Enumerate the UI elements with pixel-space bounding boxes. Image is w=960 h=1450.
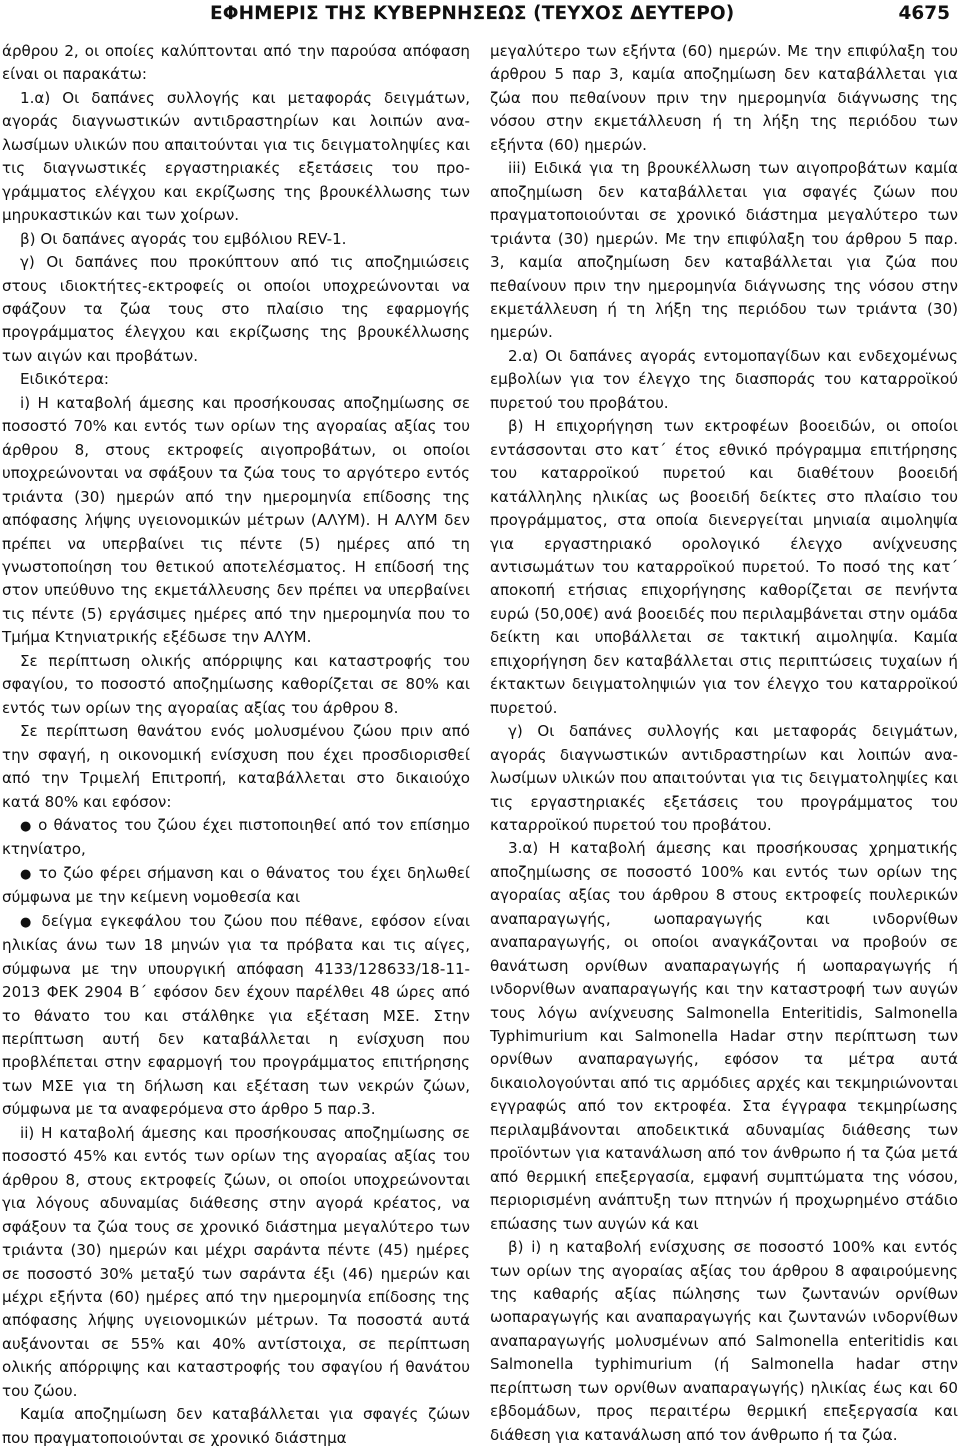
paragraph: β) Η επιχορήγηση των εκτροφέων βοοειδών, οι οποίοι εντάσσονται στο κατ΄ έτος εθνικό πρόγραμμα επιτήρησης του καταρροϊκού πυρετού και διαθέτουν βοοειδή κατάλληλης ηλικίας ως βοοειδή δείκτες στο πλαίσιο του προγράμματος, στα οποία διενεργείται μηνιαία αιμοληψία για εργαστηριακό ορολογικό έλεγχο ανίχνευσης αντισωμάτων του καταρροϊκού πυρετού. Το ποσό της κατ΄ αποκοπή ετήσιας επιχορήγησης καθορίζεται σε πενήντα ευρώ (50,00€) ανά βοοειδές που περιλαμβάνεται στην ομάδα δείκτη και υποβάλλεται σε τακτική αιμοληψία. Καμία επιχορήγηση δεν καταβάλλεται στις περιπτώσεις τυχαίων ή έκτακτων δειγματοληψιών για τον έλεγχο του καταρροϊκού πυρετού. [490,417,958,717]
paragraph: γ) Οι δαπάνες που προκύπτουν από τις αποζημιώσεις στους ιδιοκτήτες-εκτροφείς οι οποίοι υποχρεώνονται να σφάζουν τα ζώα τους στο πλαίσιο της εφαρμογής προγράμματος έλεγχου και εκρίζωσης της βρουκέλλωσης των αιγών και προβάτων. [2,253,470,365]
left-column [2,40,470,1450]
paragraph: β) i) η καταβολή ενίσχυσης σε ποσοστό 100% και εντός των ορίων της αγοραίας αξίας του άρθρου 8 αφαιρούμενης της καθαρής αξίας πώλησης των ζωντανών ορνίθων ωοπαραγωγής και αναπαραγωγής και ζωντανών ινδορνίθων αναπαραγωγής μολυσμένων από Salmonella enteritidis και Salmonella typhimurium (ή Salmonella hadar στην περίπτωση των ορνίθων αναπαραγωγής) ηλικίας έως και 60 εβδομάδων, προς περαιτέρω θερμική επεξεργασία και διάθεση για κατανάλωση από τον άνθρωπο ή τα ζώα. [490,1238,958,1444]
paragraph: Καμία αποζημίωση δεν καταβάλλεται για σφαγές ζώων που πραγματοποιούνται σε χρονικό διάστημα [2,1405,470,1447]
paragraph: Ειδικότερα: [20,370,109,389]
paragraph: 2.α) Οι δαπάνες αγοράς εντομοπαγίδων και ενδεχομένως εμβολίων για τον έλεγχο της διασποράς του καταρροϊκού πυρετού του προβάτου. [490,346,958,412]
bullet-item: ● δείγμα εγκεφάλου του ζώου που πέθανε, εφόσον είναι ηλικίας άνω των 18 μηνών για τα πρόβατα και τις αίγες, σύμφωνα με την υπουργική απόφαση 4133/128633/18-11-2013 ΦΕΚ 2904 Β΄ εφόσον δεν έχουν παρέλθει 48 ώρες από το θάνατο του και στάλθηκε για εξέταση ΜΣΕ. Στην περίπτωση αυτή δεν καταβάλλεται η ενίσχυση που προβλέπεται στην εφαρμογή του προγράμματος επιτήρησης των ΜΣΕ για τη δήλωση και εξέταση των νεκρών ζώων, σύμφωνα με τα αναφερόμενα στο άρθρο 5 παρ.3. [2,910,470,1122]
bullet-item: ● το ζώο φέρει σήμανση και ο θάνατος του έχει δηλωθεί σύμφωνα με την κείμενη νομοθεσία και [2,862,470,910]
paragraph: 3.α) Η καταβολή άμεσης και προσήκουσας χρηματικής αποζημίωσης σε ποσοστό 100% και εντός των ορίων της αγοραίας αξίας του άρθρου 8 στους εκτροφείς πουλερικών αναπαραγωγής, ωοπαραγωγής και ινδορνίθων αναπαραγωγής, οι οποίοι αναγκάζονται να προβούν σε θανάτωση ορνίθων αναπαραγωγής ή ωοπαραγωγής ή ινδορνίθων αναπαραγωγής και την καταστροφή των αυγών τους λόγω ανίχνευσης Salmonella Enteritidis, Salmonella Typhimurium και Salmonella Hadar στην περίπτωση των ορνίθων αναπαραγωγής, εφόσον τα μέτρα αυτά δικαιολογούνται από τις αρμόδιες αρχές και τεκμηριώνονται εγγραφώς από τον εκτροφέα. Στα έγγραφα τεκμηρίωσης περιλαμβάνονται αποδεικτικά αδυναμίας διάθεσης των προϊόντων για κατανάλωση από τον άνθρωπο ή τα ζώα μετά από θερμική επεξεργασία, εμφανή συμπτώματα της νόσου, περιορισμένη ανάπτυξη των πτηνών ή προχωρημένο στάδιο επώασης των αυγών κά και [490,839,958,1233]
paragraph: iii) Ειδικά για τη βρουκέλλωση των αιγοπροβάτων καμία αποζημίωση δεν καταβάλλεται για σφαγές ζώων που πραγματοποιούνται σε χρονικό διάστημα μεγαλύτερο των τριάντα (30) ημερών. Με την επιφύλαξη του άρθρου 5 παρ. 3, καμία αποζημίωση δεν καταβάλλεται για ζώα που πεθαίνουν πριν την ημερομηνία διάγνωσης της νόσου στην εκμετάλλευση ή τη λήξη της περιόδου των τριάντα (30) ημερών. [490,159,958,342]
paragraph: μεγαλύτερο των εξήντα (60) ημερών. Με την επιφύλαξη του άρθρου 5 παρ 3, καμία αποζημίωση δεν καταβάλλεται για ζώα που πεθαίνουν πριν την ημερομηνία διάγνωσης της νόσου στην εκμετάλλευση ή τη λήξη της περιόδου των εξήντα (60) ημερών. [490,42,958,154]
paragraph: β) Οι δαπάνες αγοράς του εμβόλιου REV-1. [20,229,347,248]
page-number: 4675 [898,3,950,24]
page-header [0,0,960,34]
paragraph: ii) Η καταβολή άμεσης και προσήκουσας αποζημίωσης σε ποσοστό 45% και εντός των ορίων της αγοραίας αξίας του άρθρου 8, στους εκτροφείς ζώων, οι οποίοι υποχρεώνονται για λόγους αδυναμίας διάθεσης στην αγορά κρέατος, να σφάξουν τα ζώα τους σε χρονικό διάστημα μεγαλύτερο των τριάντα (30) ημερών και μέχρι σαράντα πέντε (45) ημέρες σε ποσοστό 30% μεταξύ των σαράντα έξι (46) ημερών και μέχρι εξήντα (60) ημέρες από την ημερομηνία επίδοσης της απόφασης λήψης υγειονομικών μέτρων. Τα ποσοστά αυτά αυξάνονται σε 55% και 40% αντίστοιχα, σε περίπτωση ολικής απόρριψης και καταστροφής του σφαγίου ή θανάτου του ζώου. [2,1123,470,1400]
paragraph: i) Η καταβολή άμεσης και προσήκουσας αποζημίωσης σε ποσοστό 70% και εντός των ορίων της αγοραίας αξίας του άρθρου 8, στους εκτροφείς αιγοπροβάτων, οι οποίοι υποχρεώνονται να σφάξουν τα ζώα τους το αργότερο εντός τριάντα (30) ημερών από την ημερομηνία επίδοσης της απόφασης λήψης υγειονομικών μέτρων (ΑΛΥΜ). Η ΑΛΥΜ δεν πρέπει να υπερβαίνει τις πέντε (5) ημέρες από τη γνωστοποίηση του θετικού αποτελέσματος. Η επίδοσή της στον υπεύθυνο της εκμετάλλευσης δεν πρέπει να υπερβαίνει τις πέντε (5) εργάσιμες ημέρες από την ημερομηνία που το Τμήμα Κτηνιατρικής εξέδωσε την ΑΛΥΜ. [2,393,470,647]
paragraph: Σε περίπτωση ολικής απόρριψης και καταστροφής του σφαγίου, το ποσοστό αποζημίωσης καθορίζεται σε 80% και εντός των ορίων της αγοραίας αξίας του άρθρου 8. [2,651,470,717]
gazette-title: ΕΦΗΜΕΡΙΣ ΤΗΣ ΚΥΒΕΡΝΗΣΕΩΣ (ΤΕΥΧΟΣ ΔΕΥΤΕΡΟ) [210,3,735,24]
bullet-item: ● ο θάνατος του ζώου έχει πιστοποιηθεί από τον επίσημο κτηνίατρο, [2,814,470,862]
paragraph: 1.α) Οι δαπάνες συλλογής και μεταφοράς δειγμάτων, αγοράς διαγνωστικών αντιδραστηρίων και λοιπών αναλωσίμων υλικών που απαιτούνται για τις δειγματοληψίες και τις διαγνωστικές εργαστηριακές εξετάσεις του προγράμματος ελέγχου και εκρίζωσης της βρουκέλλωσης των μηρυκαστικών και των χοίρων. [2,88,470,225]
paragraph: Σε περίπτωση θανάτου ενός μολυσμένου ζώου πριν από την σφαγή, η οικονομική ενίσχυση που έχει προσδιορισθεί από την Τριμελή Επιτροπή, καταβάλλεται στο δικαιούχο κατά 80% και εφόσον: [2,722,470,811]
paragraph: άρθρου 2, οι οποίες καλύπτονται από την παρούσα απόφαση είναι οι παρακάτω: [2,42,470,84]
paragraph: γ) Οι δαπάνες συλλογής και μεταφοράς δειγμάτων, αγοράς διαγνωστικών αντιδραστηρίων και λοιπών αναλωσίμων υλικών που απαιτούνται για τις δειγματοληψίες και τις εργαστηριακές εξετάσεις του προγράμματος του καταρροϊκού πυρετού του προβάτου. [490,722,958,834]
right-column [490,40,958,1447]
